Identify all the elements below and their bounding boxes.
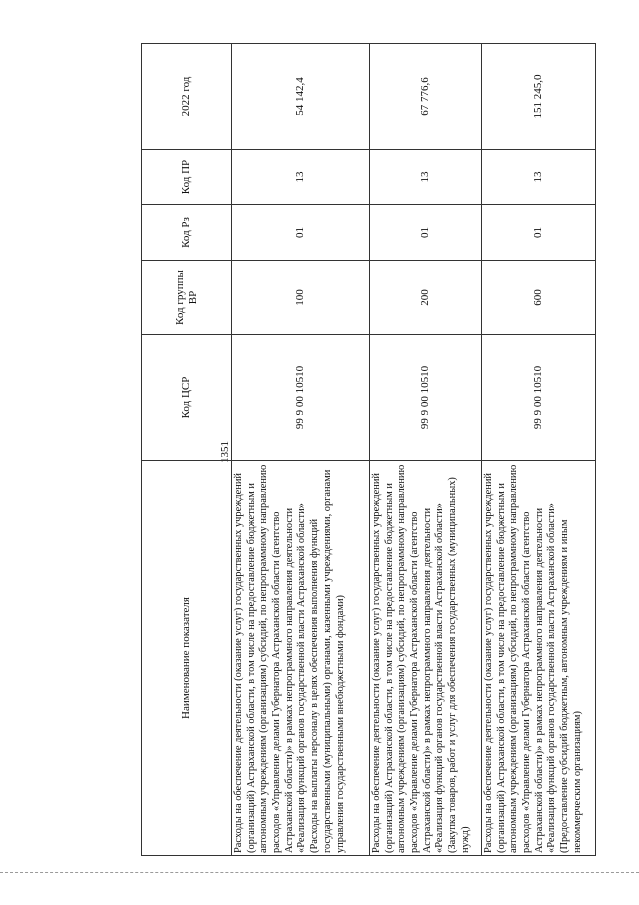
budget-table-rotated <box>141 44 583 856</box>
page-number: 1351 <box>219 441 231 463</box>
cell-csr: 99 9 00 10510 <box>482 335 596 461</box>
table-row <box>370 44 482 856</box>
cell-amount: 54 142,4 <box>232 44 370 150</box>
header-vr: Код группы ВР <box>142 261 232 335</box>
cell-pr: 13 <box>482 150 596 205</box>
header-csr: Код ЦСР <box>142 335 232 461</box>
budget-table-container <box>141 44 583 856</box>
cell-name: Расходы на обеспечение деятельности (оказание услуг) государственных учреждений (организаций) Астраханской области, в том числе на предоставление бюджетным и автономным учреждениям (организациям) субсидий, по непрограммному направлению расходов «Управление делами Губернатора Астраханской области (агентство Астраханской области)» в рамках непрограммного направления деятельности «Реализация функций органов государственной власти Астраханской области» (Расходы на выплаты персоналу в целях обеспечения выполнения функций государственными (муниципальными) органами, казенными учреждениями, органами управления государственными внебюджетными фондами) <box>232 461 370 856</box>
cell-vr: 600 <box>482 261 596 335</box>
cell-pr: 13 <box>232 150 370 205</box>
header-pr: Код ПР <box>142 150 232 205</box>
table-row <box>232 44 370 856</box>
cell-csr: 99 9 00 10510 <box>370 335 482 461</box>
header-name: Наименование показателя <box>142 461 232 856</box>
cell-vr: 200 <box>370 261 482 335</box>
budget-table <box>141 43 596 856</box>
cell-name: Расходы на обеспечение деятельности (оказание услуг) государственных учреждений (организаций) Астраханской области, в том числе на предоставление бюджетным и автономным учреждениям (организациям) субсидий, по непрограммному направлению расходов «Управление делами Губернатора Астраханской области (агентство Астраханской области)» в рамках непрограммного направления деятельности «Реализация функций органов государственной власти Астраханской области» (Закупка товаров, работ и услуг для обеспечения государственных (муниципальных) нужд) <box>370 461 482 856</box>
table-header-row <box>142 44 232 856</box>
cell-name: Расходы на обеспечение деятельности (оказание услуг) государственных учреждений (организаций) Астраханской области, в том числе на предоставление бюджетным и автономным учреждениям (организациям) субсидий, по непрограммному направлению расходов «Управление делами Губернатора Астраханской области (агентство Астраханской области)» в рамках непрограммного направления деятельности «Реализация функций органов государственной власти Астраханской области» (Предоставление субсидий бюджетным, автономным учреждениям и иным некоммерческим организациям) <box>482 461 596 856</box>
cell-csr: 99 9 00 10510 <box>232 335 370 461</box>
cell-pr: 13 <box>370 150 482 205</box>
cell-amount: 151 245,0 <box>482 44 596 150</box>
header-rz: Код Рз <box>142 205 232 261</box>
header-year: 2022 год <box>142 44 232 150</box>
cell-rz: 01 <box>232 205 370 261</box>
cell-rz: 01 <box>370 205 482 261</box>
scan-edge-line <box>0 872 639 873</box>
cell-amount: 67 776,6 <box>370 44 482 150</box>
table-row <box>482 44 596 856</box>
cell-vr: 100 <box>232 261 370 335</box>
cell-rz: 01 <box>482 205 596 261</box>
